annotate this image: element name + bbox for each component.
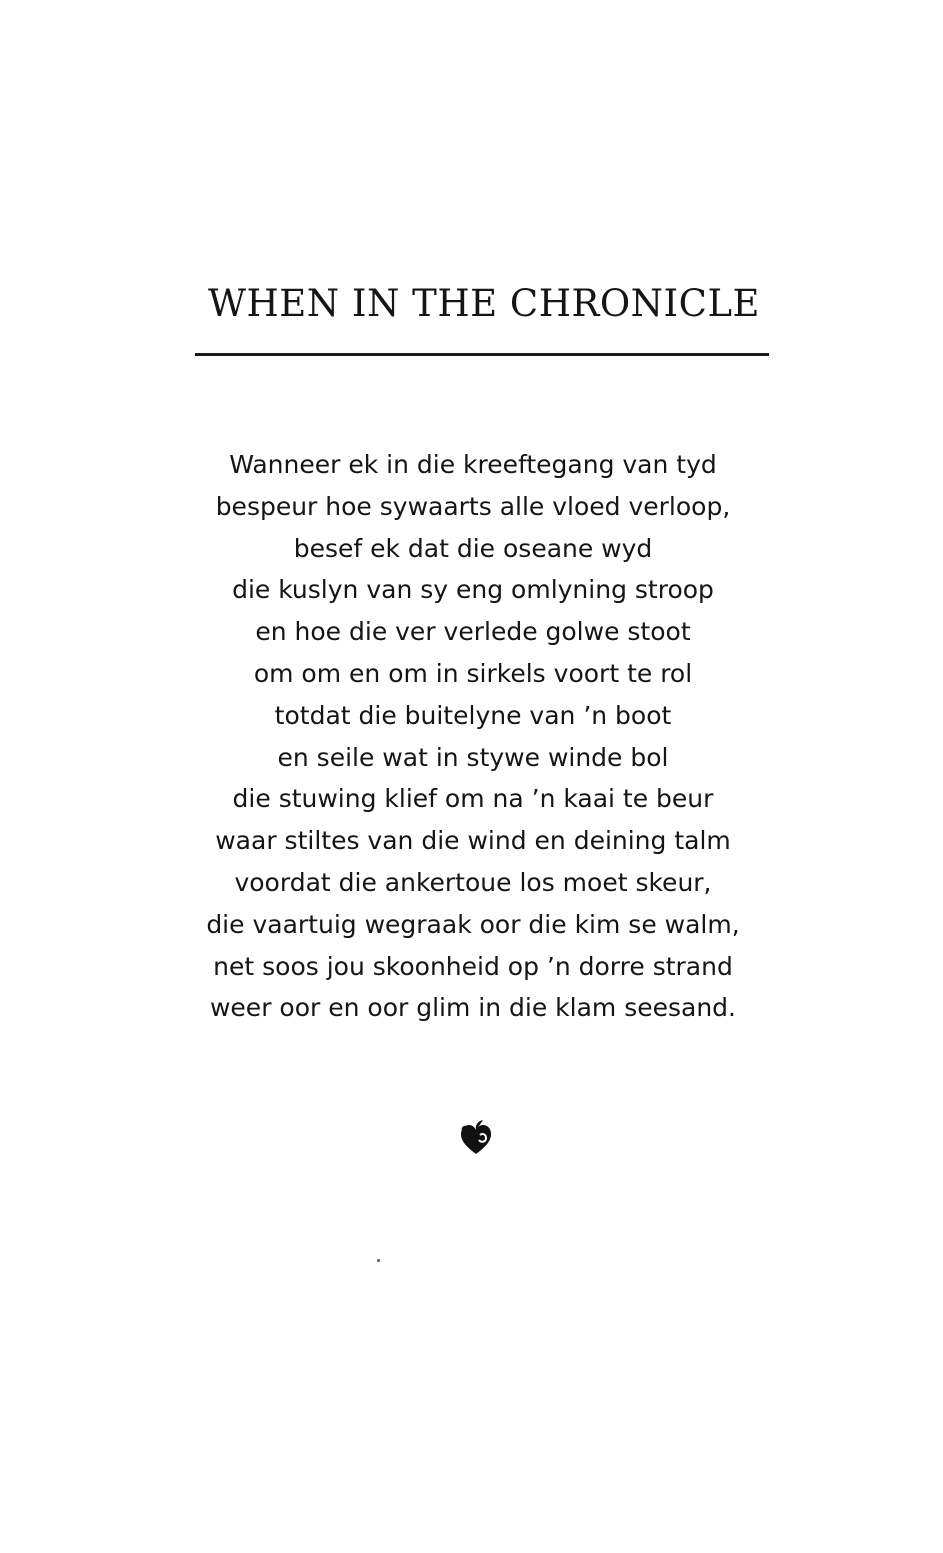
fleuron-heart-icon <box>458 1118 494 1158</box>
poem-line: weer oor en oor glim in die klam seesand. <box>209 993 736 1023</box>
poem-line: om om en om in sirkels voort te rol <box>253 658 693 688</box>
poem-line: en seile wat in stywe winde bol <box>277 742 669 772</box>
poem-line: voordat die ankertoue los moet skeur, <box>234 867 712 897</box>
title-divider <box>195 353 769 356</box>
poem-line: die kuslyn van sy eng omlyning stroop <box>232 575 714 605</box>
poem-line: bespeur hoe sywaarts alle vloed verloop, <box>215 491 731 521</box>
poem-body <box>150 444 796 1029</box>
paper-speck <box>377 1259 380 1262</box>
poem-line: die vaartuig wegraak oor die kim se walm, <box>206 909 740 939</box>
poem-title: WHEN IN THE CHRONICLE <box>207 282 761 325</box>
poem-line: en hoe die ver verlede golwe stoot <box>255 617 691 647</box>
poem-line: waar stiltes van die wind en deining talm <box>215 826 731 856</box>
poem-line: die stuwing klief om na ’n kaai te beur <box>232 784 714 814</box>
poem-line: totdat die buitelyne van ’n boot <box>274 700 672 730</box>
poem-line: Wanneer ek in die kreeftegang van tyd <box>229 450 717 479</box>
poem-line: net soos jou skoonheid op ’n dorre strand <box>213 951 733 981</box>
poem-line: besef ek dat die oseane wyd <box>293 533 653 563</box>
